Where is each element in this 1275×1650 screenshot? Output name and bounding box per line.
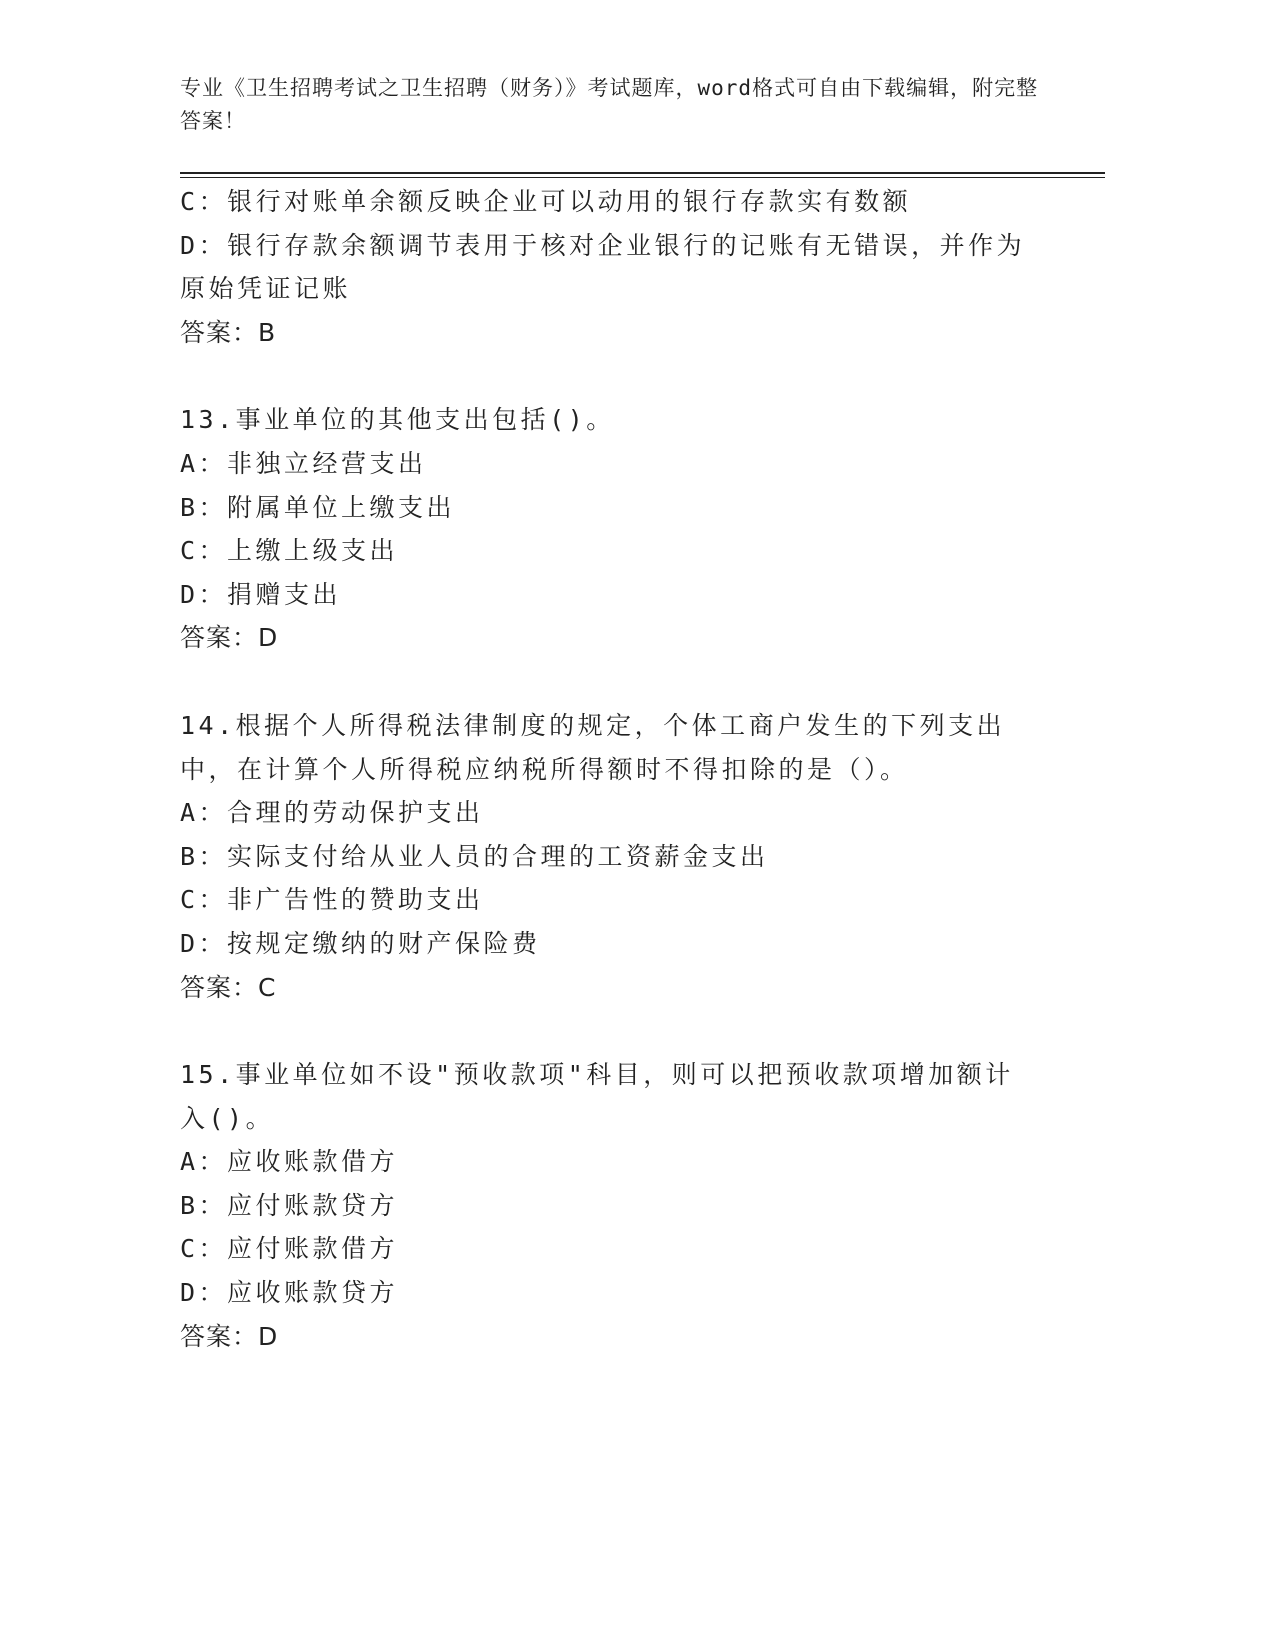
option-b: B：应付账款贷方 [180, 1190, 399, 1220]
answer: 答案：C [180, 972, 277, 1002]
option-c: C：银行对账单余额反映企业可以动用的银行存款实有数额 [180, 187, 912, 216]
question-14 [180, 704, 1040, 1009]
option-a: A：合理的劳动保护支出 [180, 798, 484, 828]
answer: 答案：D [180, 1321, 279, 1351]
document-header: 专业《卫生招聘考试之卫生招聘（财务）》考试题库，word格式可自由下载编辑，附完整答案！ [180, 76, 1039, 133]
question-text: 13.事业单位的其他支出包括()。 [180, 405, 615, 435]
option-c: C：非广告性的赞助支出 [180, 885, 484, 915]
answer: 答案：D [180, 623, 279, 653]
header-divider-thick [180, 172, 1105, 174]
question-text: 14.根据个人所得税法律制度的规定，个体工商户发生的下列支出中，在计算个人所得税应纳税所得额时不得扣除的是（）。 [180, 710, 1006, 784]
option-a: A：非独立经营支出 [180, 448, 427, 478]
option-c: C：上缴上级支出 [180, 536, 399, 566]
option-d: D：银行存款余额调节表用于核对企业银行的记账有无错误，并作为原始凭证记账 [180, 230, 1026, 304]
question-continued [180, 180, 1040, 354]
option-c: C：应付账款借方 [180, 1234, 399, 1264]
header-divider-thin [180, 177, 1105, 178]
option-a: A：应收账款借方 [180, 1147, 399, 1177]
option-b: B：附属单位上缴支出 [180, 492, 456, 522]
option-d: D：应收账款贷方 [180, 1278, 399, 1308]
option-d: D：捐赠支出 [180, 579, 342, 609]
option-d: D：按规定缴纳的财产保险费 [180, 928, 541, 958]
question-list [180, 180, 1040, 1358]
question-13 [180, 398, 1040, 660]
question-text: 15.事业单位如不设"预收款项"科目，则可以把预收款项增加额计入()。 [180, 1060, 1014, 1133]
question-15 [180, 1053, 1040, 1358]
option-b: B：实际支付给从业人员的合理的工资薪金支出 [180, 841, 769, 871]
answer: 答案：B [180, 317, 277, 347]
